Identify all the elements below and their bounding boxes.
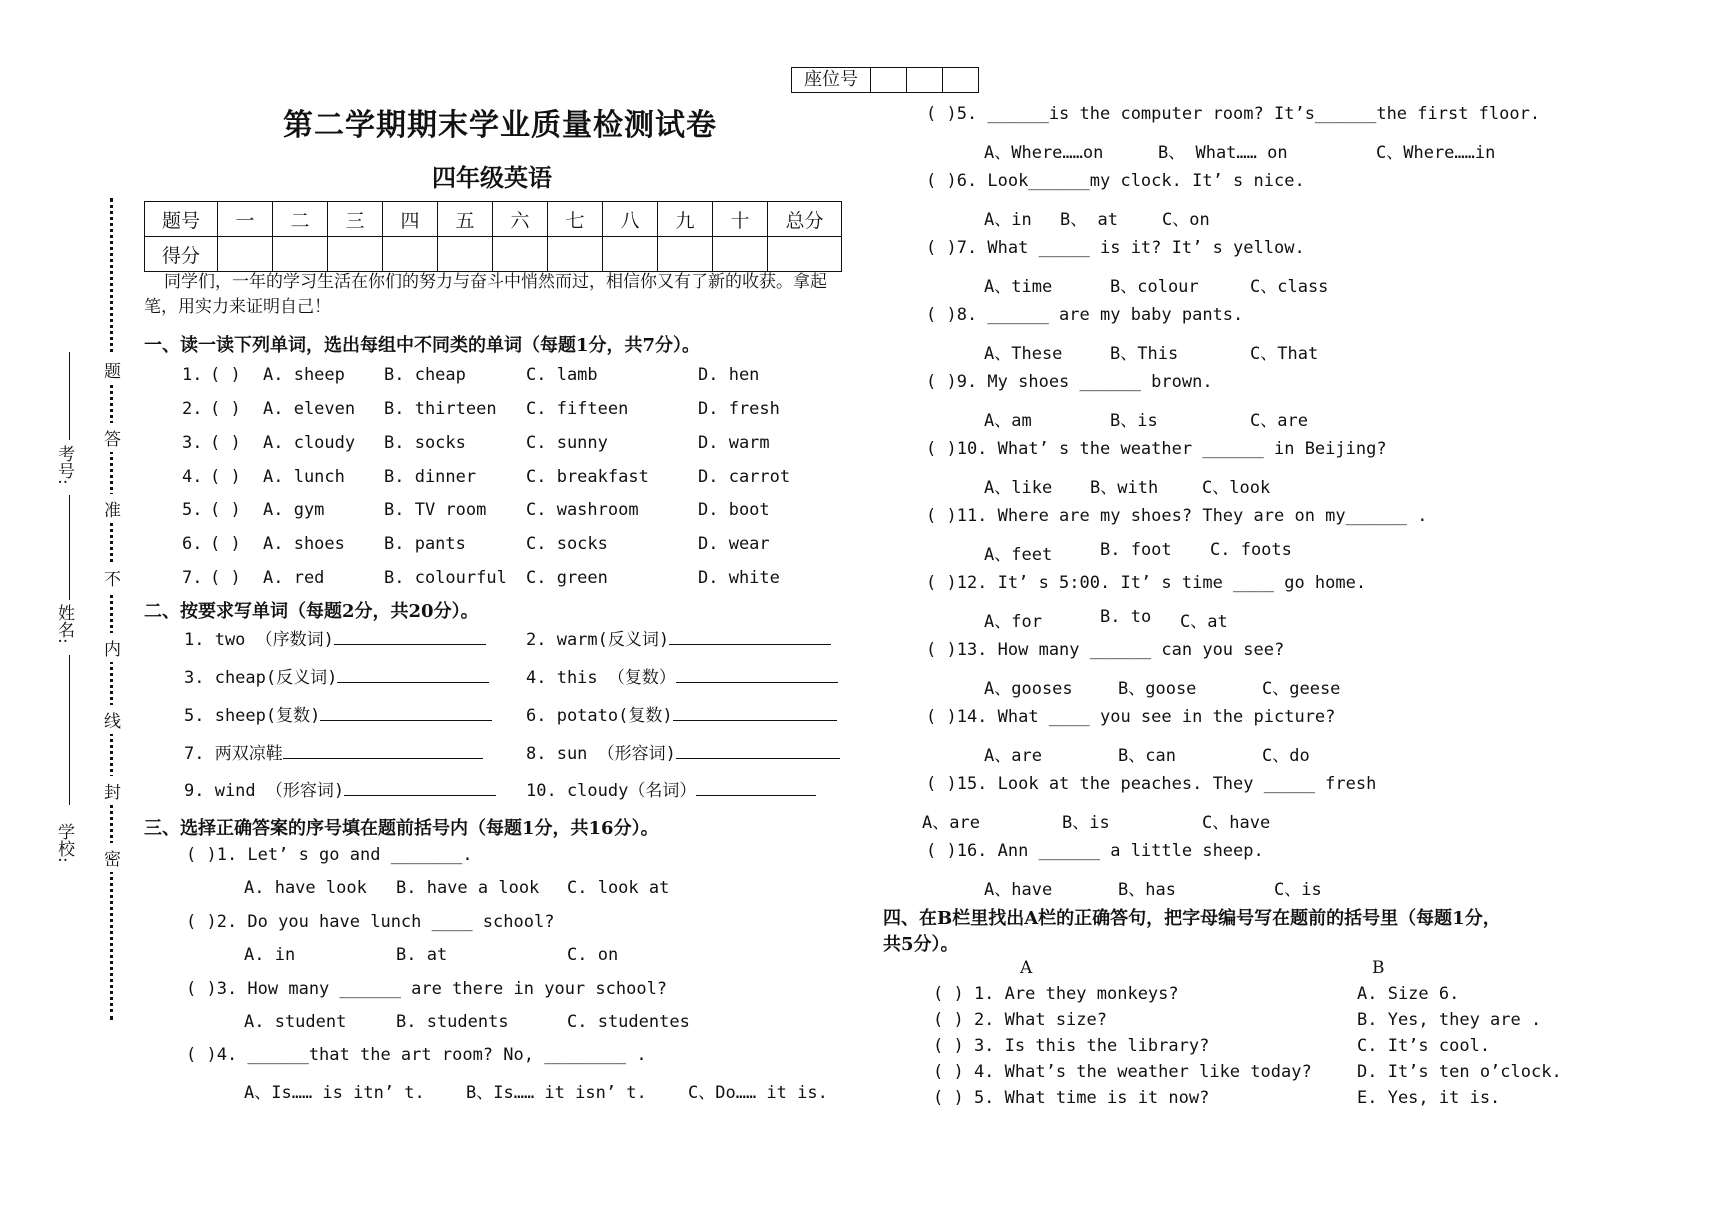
s1-option-b: B. thirteen — [384, 399, 497, 419]
s3-question[interactable]: ( )10. What’ s the weather ______ in Beijing? — [926, 439, 1387, 459]
seat-cell[interactable] — [907, 68, 943, 92]
s3-option: C、is — [1274, 880, 1322, 900]
s1-option-b: B. cheap — [384, 365, 466, 385]
s3-option: C、That — [1250, 344, 1319, 364]
seat-number-box — [791, 67, 979, 93]
s2-prompt: 5. sheep(复数) — [184, 706, 321, 726]
s2-prompt: 8. sun （形容词) — [526, 744, 676, 764]
section2-heading: 二、按要求写单词（每题2分，共20分）。 — [144, 601, 479, 622]
match-answer: E. Yes, it is. — [1357, 1088, 1501, 1108]
s1-option-c: C. green — [526, 568, 608, 588]
s3-option: A. in — [244, 945, 296, 965]
score-header-cell: 一 — [218, 202, 273, 237]
s2-prompt: 4. this （复数） — [526, 668, 676, 688]
s1-option-d: D. wear — [698, 534, 770, 554]
s1-option-a: A. sheep — [263, 365, 345, 385]
s1-option-b: B. dinner — [384, 467, 477, 487]
s3-option: A、am — [984, 411, 1032, 431]
s1-option-c: C. socks — [526, 534, 608, 554]
score-cell[interactable] — [493, 237, 548, 272]
s3-option: B、is — [1062, 813, 1110, 833]
s2-prompt: 10. cloudy（名词） — [526, 781, 697, 801]
seal-char: 线 — [104, 705, 121, 734]
s3-question[interactable]: ( )11. Where are my shoes? They are on my______ . — [926, 506, 1428, 526]
s3-option: A、time — [984, 277, 1053, 297]
s1-answer-paren[interactable]: ( ) — [210, 399, 241, 419]
s3-question[interactable]: ( )15. Look at the peaches. They _____ fresh — [926, 774, 1377, 794]
s1-option-d: D. carrot — [698, 467, 791, 487]
s3-option: A、like — [984, 478, 1053, 498]
s3-option: C、class — [1250, 277, 1329, 297]
seal-char: 密 — [104, 843, 121, 872]
match-column-b — [1357, 981, 1562, 1111]
s3-option: C. studentes — [567, 1012, 690, 1032]
match-question[interactable]: ( ) 1. Are they monkeys? — [933, 984, 1179, 1004]
s3-option: B、 What…… on — [1158, 143, 1288, 163]
answer-blank[interactable] — [669, 628, 831, 645]
score-cell[interactable] — [603, 237, 658, 272]
match-question[interactable]: ( ) 2. What size? — [933, 1010, 1107, 1030]
s1-option-d: D. warm — [698, 433, 770, 453]
s1-option-c: C. fifteen — [526, 399, 629, 419]
s2-right-item — [526, 663, 838, 688]
s3-option: B、has — [1118, 880, 1176, 900]
s3-option: B. foot — [1100, 540, 1172, 560]
score-header-row — [145, 202, 842, 237]
s1-option-b: B. colourful — [384, 568, 507, 588]
s1-option-c: C. breakfast — [526, 467, 649, 487]
s1-option-a: A. red — [263, 568, 325, 588]
score-cell[interactable] — [218, 237, 273, 272]
seal-char: 不 — [104, 563, 121, 592]
s1-option-d: D. boot — [698, 500, 770, 520]
score-header-cell: 六 — [493, 202, 548, 237]
score-value-row — [145, 237, 842, 272]
score-header-cell: 十 — [713, 202, 768, 237]
seat-cell[interactable] — [871, 68, 907, 92]
score-table — [144, 201, 842, 272]
s3-option: A、in — [984, 210, 1032, 230]
s3-option: C、on — [1162, 210, 1210, 230]
s3-option: B. have a look — [396, 878, 540, 898]
score-cell[interactable] — [383, 237, 438, 272]
s1-q-number: 3. — [182, 433, 203, 453]
s3-option: C、geese — [1262, 679, 1341, 699]
s1-option-a: A. cloudy — [263, 433, 356, 453]
s1-option-d: D. hen — [698, 365, 760, 385]
match-question[interactable]: ( ) 5. What time is it now? — [933, 1088, 1210, 1108]
answer-blank[interactable] — [696, 779, 816, 796]
s3-option: B、with — [1090, 478, 1159, 498]
s3-option: C、are — [1250, 411, 1308, 431]
exam-no-underline — [69, 352, 70, 440]
s3-option: C、Where……in — [1376, 143, 1496, 163]
s1-answer-paren[interactable]: ( ) — [210, 534, 241, 554]
name-label: 姓名: — [54, 604, 74, 644]
s3-option: B. students — [396, 1012, 509, 1032]
s3-option: C. foots — [1210, 540, 1292, 560]
answer-blank[interactable] — [320, 704, 492, 721]
exam-subtitle: 四年级英语 — [432, 163, 552, 192]
s3-option: A、for — [984, 612, 1042, 632]
school-underline — [69, 655, 70, 805]
s2-right-item — [526, 701, 837, 726]
s3-option: C、look — [1202, 478, 1271, 498]
s1-option-c: C. lamb — [526, 365, 598, 385]
seal-char: 答 — [104, 423, 121, 452]
match-column-a — [933, 981, 1312, 1111]
s2-left-item — [184, 701, 492, 726]
s3-option: C、have — [1202, 813, 1271, 833]
column-a-label: A — [1020, 958, 1033, 978]
section4-heading-cont: 共5分）。 — [883, 934, 959, 955]
score-cell[interactable] — [273, 237, 328, 272]
s2-left-item — [184, 625, 486, 650]
s2-right-item — [526, 739, 840, 764]
s3-question[interactable]: ( )7. What _____ is it? It’ s yellow. — [926, 238, 1305, 258]
s3-option: C. look at — [567, 878, 670, 898]
score-header-cell: 四 — [383, 202, 438, 237]
answer-blank[interactable] — [676, 666, 838, 683]
score-cell[interactable] — [713, 237, 768, 272]
s3-option: B、goose — [1118, 679, 1197, 699]
s1-option-b: B. TV room — [384, 500, 487, 520]
s2-left-item — [184, 663, 489, 688]
match-answer: C. It’s cool. — [1357, 1036, 1491, 1056]
s2-left-item — [184, 776, 496, 801]
s3-option: C、Do…… it is. — [688, 1083, 828, 1103]
s3-option: C、at — [1180, 612, 1228, 632]
answer-blank[interactable] — [676, 742, 840, 759]
s3-question[interactable]: ( )13. How many ______ can you see? — [926, 640, 1285, 660]
s3-question[interactable]: ( )12. It’ s 5:00. It’ s time ____ go home. — [926, 573, 1367, 593]
s2-prompt: 7. 两双凉鞋 — [184, 744, 283, 764]
column-b-label: B — [1372, 958, 1385, 978]
s2-prompt: 9. wind （形容词) — [184, 781, 345, 801]
match-answer: A. Size 6. — [1357, 984, 1460, 1004]
s3-question[interactable]: ( )5. ______is the computer room? It’s______the first floor. — [926, 104, 1541, 124]
s1-answer-paren[interactable]: ( ) — [210, 500, 241, 520]
score-cell[interactable] — [438, 237, 493, 272]
s3-option: A、are — [984, 746, 1042, 766]
s1-option-b: B. pants — [384, 534, 466, 554]
s3-option: B、is — [1110, 411, 1158, 431]
name-underline — [69, 495, 70, 600]
s1-option-d: D. fresh — [698, 399, 780, 419]
score-header-cell: 五 — [438, 202, 493, 237]
exam-title: 第二学期期末学业质量检测试卷 — [283, 108, 717, 143]
match-question[interactable]: ( ) 4. What’s the weather like today? — [933, 1062, 1312, 1082]
s1-option-d: D. white — [698, 568, 780, 588]
section4-heading: 四、在B栏里找出A栏的正确答句，把字母编号写在题前的括号里（每题1分， — [883, 908, 1501, 929]
s2-prompt: 1. two （序数词) — [184, 630, 334, 650]
s3-option: B、can — [1118, 746, 1176, 766]
score-cell[interactable] — [658, 237, 713, 272]
s3-question[interactable]: ( )8. ______ are my baby pants. — [926, 305, 1244, 325]
seat-cell[interactable] — [943, 68, 978, 92]
s1-q-number: 2. — [182, 399, 203, 419]
s3-question[interactable]: ( )2. Do you have lunch ____ school? — [186, 912, 555, 932]
s3-option: A、are — [922, 813, 980, 833]
s1-option-c: C. washroom — [526, 500, 639, 520]
s3-question[interactable]: ( )14. What ____ you see in the picture? — [926, 707, 1336, 727]
match-question[interactable]: ( ) 3. Is this the library? — [933, 1036, 1210, 1056]
answer-blank[interactable] — [334, 628, 486, 645]
seal-char: 准 — [104, 494, 121, 523]
s3-option: B、Is…… it isn’ t. — [466, 1083, 647, 1103]
match-answer: D. It’s ten o’clock. — [1357, 1062, 1562, 1082]
s1-option-a: A. shoes — [263, 534, 345, 554]
intro-text: 同学们，一年的学习生活在你们的努力与奋斗中悄然而过，相信你又有了新的收获。拿起笔，用实力来证明自己！ — [144, 272, 827, 317]
s2-right-item — [526, 625, 831, 650]
s2-prompt: 3. cheap(反义词) — [184, 668, 338, 688]
s3-option: C、do — [1262, 746, 1310, 766]
s1-answer-paren[interactable]: ( ) — [210, 365, 241, 385]
section3-heading: 三、选择正确答案的序号填在题前括号内（每题1分，共16分）。 — [144, 818, 659, 839]
s3-option: A、gooses — [984, 679, 1073, 699]
s1-q-number: 7. — [182, 568, 203, 588]
answer-blank[interactable] — [344, 779, 496, 796]
score-header-cell: 八 — [603, 202, 658, 237]
score-header-cell: 七 — [548, 202, 603, 237]
s3-option: A、feet — [984, 545, 1053, 565]
s2-prompt: 6. potato(复数) — [526, 706, 673, 726]
binding-dotted-line — [110, 198, 113, 1020]
s3-question[interactable]: ( )1. Let’ s go and _______. — [186, 845, 473, 865]
answer-blank[interactable] — [283, 742, 483, 759]
s3-option: A、Is…… is itn’ t. — [244, 1083, 425, 1103]
score-cell[interactable] — [548, 237, 603, 272]
score-row-label: 得分 — [145, 237, 218, 272]
s2-left-item — [184, 739, 483, 764]
score-header-cell: 三 — [328, 202, 383, 237]
s1-q-number: 4. — [182, 467, 203, 487]
match-answer: B. Yes, they are . — [1357, 1010, 1542, 1030]
score-header-cell: 二 — [273, 202, 328, 237]
s3-option: A、These — [984, 344, 1063, 364]
s3-option: A、have — [984, 880, 1053, 900]
s1-q-number: 5. — [182, 500, 203, 520]
answer-blank[interactable] — [337, 666, 489, 683]
s1-q-number: 1. — [182, 365, 203, 385]
s3-option: B. to — [1100, 607, 1152, 627]
s1-option-b: B. socks — [384, 433, 466, 453]
s1-option-a: A. lunch — [263, 467, 345, 487]
s1-answer-paren[interactable]: ( ) — [210, 568, 241, 588]
s3-option: A、Where……on — [984, 143, 1104, 163]
s3-question[interactable]: ( )9. My shoes ______ brown. — [926, 372, 1213, 392]
score-header-cell: 总分 — [768, 202, 842, 237]
s1-option-a: A. eleven — [263, 399, 356, 419]
s3-option: A. have look — [244, 878, 367, 898]
score-header-cell: 题号 — [145, 202, 218, 237]
s3-question[interactable]: ( )4. ______that the art room? No, ________ . — [186, 1045, 647, 1065]
s1-answer-paren[interactable]: ( ) — [210, 433, 241, 453]
s2-right-item — [526, 776, 816, 801]
answer-blank[interactable] — [673, 704, 837, 721]
seat-label: 座位号 — [792, 68, 871, 92]
score-cell[interactable] — [768, 237, 842, 272]
exam-no-label: 考号: — [54, 445, 74, 485]
section1-heading: 一、读一读下列单词，选出每组中不同类的单词（每题1分，共7分）。 — [144, 335, 701, 356]
s3-question[interactable]: ( )6. Look______my clock. It’ s nice. — [926, 171, 1305, 191]
s3-option: B、This — [1110, 344, 1179, 364]
s3-question[interactable]: ( )16. Ann ______ a little sheep. — [926, 841, 1264, 861]
s1-option-c: C. sunny — [526, 433, 608, 453]
seal-char: 题 — [104, 355, 121, 384]
s1-answer-paren[interactable]: ( ) — [210, 467, 241, 487]
school-label: 学校: — [54, 823, 74, 863]
s2-prompt: 2. warm(反义词) — [526, 630, 670, 650]
score-cell[interactable] — [328, 237, 383, 272]
s3-question[interactable]: ( )3. How many ______ are there in your school? — [186, 979, 668, 999]
seal-char: 封 — [104, 776, 121, 805]
s1-option-a: A. gym — [263, 500, 325, 520]
s3-option: B. at — [396, 945, 448, 965]
s3-option: C. on — [567, 945, 619, 965]
score-header-cell: 九 — [658, 202, 713, 237]
s3-option: B、colour — [1110, 277, 1199, 297]
s3-option: B、 at — [1060, 210, 1118, 230]
seal-char: 内 — [104, 633, 121, 662]
s3-option: A. student — [244, 1012, 347, 1032]
s1-q-number: 6. — [182, 534, 203, 554]
